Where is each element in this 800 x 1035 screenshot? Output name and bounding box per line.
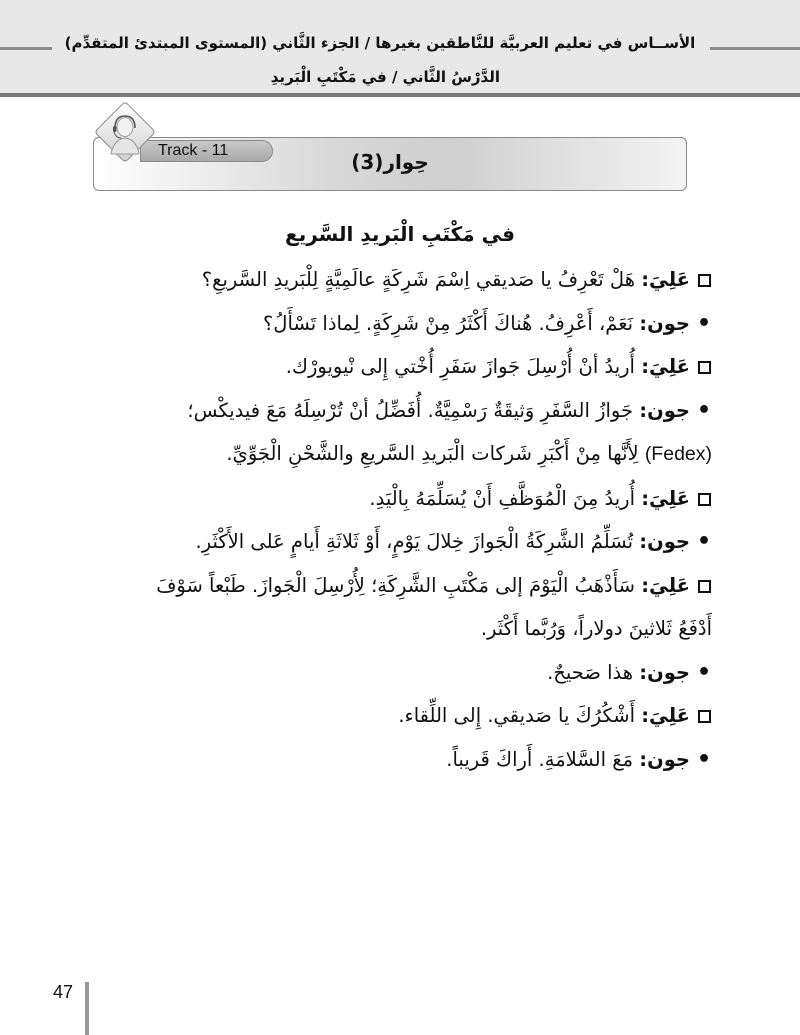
square-marker-icon bbox=[696, 694, 712, 738]
speaker-name: جون: bbox=[639, 311, 690, 335]
square-marker-icon bbox=[696, 477, 712, 521]
square-marker-icon bbox=[696, 564, 712, 608]
line-text: جَوازُ السَّفَرِ وَثيقَةٌ رَسْمِيَّةٌ. أُفَضِّلُ أنْ تُرْسِلَهُ مَعَ فيديكْس؛ bbox=[187, 398, 640, 422]
dialogue-line bbox=[92, 694, 712, 738]
dialogue-line bbox=[92, 258, 712, 302]
speaker-name: عَلِيَ: bbox=[641, 573, 690, 597]
lesson-title: الدَّرْسُ الثَّاني / في مَكْتَبِ الْبَريدِ bbox=[270, 68, 500, 86]
book-title: الأســاس في تعليم العربيَّة للنَّاطقين بغيرها / الجزء الثَّاني (المستوى المبتدئ المتقدِّم) bbox=[64, 34, 696, 52]
speaker-name: عَلِيَ: bbox=[641, 486, 690, 510]
track-label[interactable]: Track - 11 bbox=[158, 142, 229, 159]
speaker-name: جون: bbox=[639, 530, 690, 553]
header-divider-left bbox=[0, 47, 52, 50]
running-header bbox=[0, 0, 800, 97]
bullet-marker-icon bbox=[696, 738, 712, 782]
page-number: 47 bbox=[53, 982, 74, 1002]
line-text: أُريدُ أنْ أُرْسِلَ جَوازَ سَفَرِ أُخْتي إِلى نْيويورْك. bbox=[285, 355, 642, 378]
square-marker-icon bbox=[696, 345, 712, 389]
speaker-name: جون: bbox=[639, 398, 690, 422]
dialogue-line-continuation bbox=[92, 432, 712, 477]
line-text: لِأَنَّها مِنْ أَكْبَرِ شَركات الْبَريدِ السَّريعِ والشَّحْنِ الْجَوِّيِّ. bbox=[226, 442, 645, 465]
line-text: نَعَمْ، أَعْرِفُ. هُناكَ أَكْثَرُ مِنْ شَرِكَةٍ. لِماذا تَسْأَلُ؟ bbox=[262, 311, 640, 335]
latin-term: (Fedex) bbox=[644, 443, 712, 465]
dialogue-subtitle: في مَكْتَبِ الْبَريدِ السَّريع bbox=[285, 222, 515, 246]
dialogue-line bbox=[92, 477, 712, 521]
page-number-divider bbox=[85, 982, 89, 1035]
bullet-marker-icon bbox=[696, 520, 712, 564]
square-marker-icon bbox=[696, 258, 712, 302]
dialogue-line-continuation bbox=[92, 607, 712, 651]
line-text: تُسَلِّمُ الشَّرِكَةُ الْجَوازَ خِلالَ يَوْمٍ، أَوْ ثَلاثَةِ أَيامٍ عَلى الأَكْثَرِ. bbox=[195, 530, 640, 553]
speaker-name: عَلِيَ: bbox=[641, 268, 690, 291]
dialogue-line bbox=[92, 302, 712, 346]
speaker-name: عَلِيَ: bbox=[641, 355, 690, 378]
line-text: سَأَذْهَبُ الْيَوْمَ إلى مَكْتَبِ الشَّرِكَةِ؛ لِأُرْسِلَ الْجَوازَ. طَبْعاً سَوْفَ bbox=[156, 573, 642, 597]
speaker-name: جون: bbox=[639, 747, 690, 771]
speaker-name: عَلِيَ: bbox=[641, 704, 690, 727]
dialogue-text bbox=[92, 258, 712, 781]
dialogue-line bbox=[92, 389, 712, 433]
line-text: مَعَ السَّلامَةِ. أَراكَ قَريباً. bbox=[446, 747, 640, 771]
bullet-marker-icon bbox=[696, 651, 712, 695]
header-divider-right bbox=[710, 47, 800, 50]
bullet-marker-icon bbox=[696, 389, 712, 433]
dialogue-line bbox=[92, 651, 712, 695]
line-text: أَشْكُرُكَ يا صَديقي. إِلى اللِّقاء. bbox=[398, 704, 642, 727]
bullet-marker-icon bbox=[696, 302, 712, 346]
line-text: هذا صَحيحٌ. bbox=[547, 660, 640, 684]
headset-person-icon bbox=[104, 110, 146, 158]
dialogue-line bbox=[92, 520, 712, 564]
speaker-name: جون: bbox=[639, 660, 690, 684]
dialogue-line bbox=[92, 564, 712, 608]
line-text: أَدْفَعُ ثَلاثينَ دولاراً، وَرُبَّما أَكْثَر. bbox=[480, 617, 712, 640]
line-text: هَلْ تَعْرِفُ يا صَديقي اِسْمَ شَرِكَةٍ عالَمِيَّةٍ لِلْبَريدِ السَّريعِ؟ bbox=[201, 268, 642, 291]
dialog-title: حِوار(3) bbox=[351, 150, 429, 174]
line-text: أُريدُ مِنَ الْمُوَظَّفِ أَنْ يُسَلِّمَهُ بِالْيَدِ. bbox=[369, 486, 642, 510]
dialogue-line bbox=[92, 345, 712, 389]
dialogue-line bbox=[92, 738, 712, 782]
